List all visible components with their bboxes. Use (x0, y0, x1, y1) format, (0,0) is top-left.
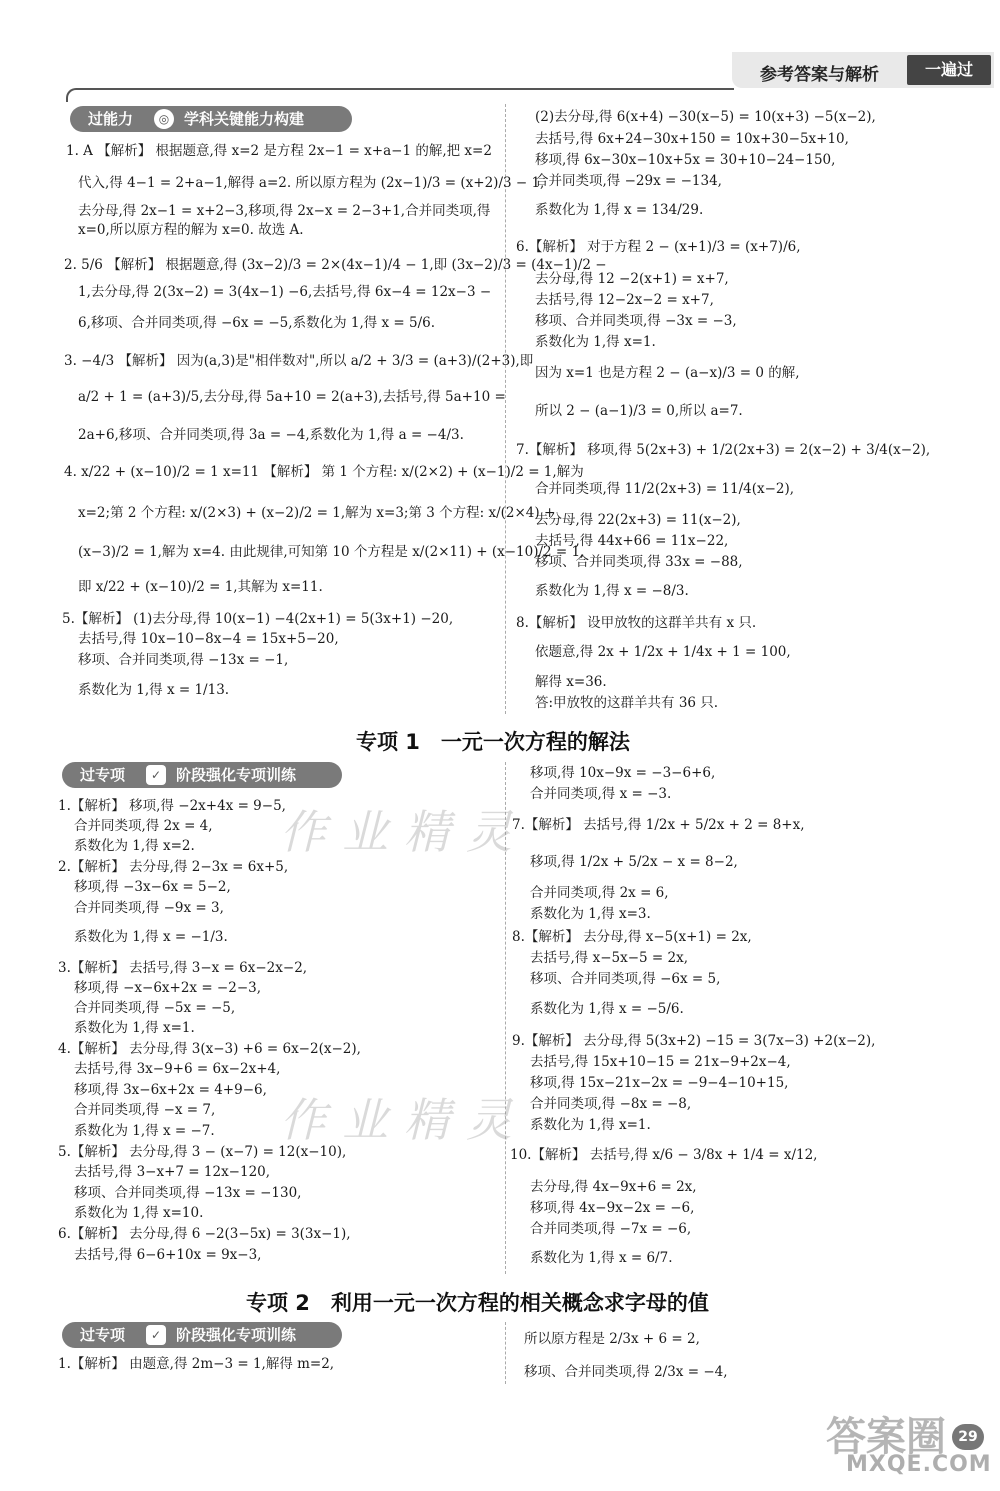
solution-line: 3.【解析】 去括号,得 3−x = 6x−2x−2, (58, 960, 308, 976)
solution-line: 合并同类项,得 −x = 7, (74, 1102, 216, 1118)
check-icon: ✓ (146, 1325, 166, 1345)
solution-line: 去分母,得 22(2x+3) = 11(x−2), (535, 512, 741, 528)
solution-line: 系数化为 1,得 x=2. (74, 838, 195, 854)
solution-line: 合并同类项,得 −29x = −134, (535, 173, 722, 189)
section-title: 专项 2 利用一元一次方程的相关概念求字母的值 (246, 1291, 709, 1315)
banner-subtitle: 学科关键能力构建 (184, 110, 305, 128)
solution-line: 系数化为 1,得 x=1. (74, 1020, 195, 1036)
solution-line: 去括号,得 15x+10−15 = 21x−9+2x−4, (530, 1054, 791, 1070)
column-divider (505, 1322, 506, 1384)
solution-line: 7.【解析】 去括号,得 1/2x + 5/2x + 2 = 8+x, (512, 817, 805, 833)
solution-line: (x−3)/2 = 1,解为 x=4. 由此规律,可知第 10 个方程是 x/(2×11) + (x−10)/2 = 1, (78, 544, 585, 560)
brand-logo: 一遍过 (907, 55, 991, 85)
solution-line: (2)去分母,得 6(x+4) −30(x−5) = 10(x+3) −5(x−2), (535, 109, 876, 125)
solution-line: 移项、合并同类项,得 −13x = −1, (78, 652, 289, 668)
solution-line: 合并同类项,得 x = −3. (530, 786, 672, 802)
solution-line: 移项、合并同类项,得 −6x = 5, (530, 971, 721, 987)
solution-line: 系数化为 1,得 x = −1/3. (74, 929, 228, 945)
solution-line: 移项、合并同类项,得 33x = −88, (535, 554, 743, 570)
solution-line: 8.【解析】 去分母,得 x−5(x+1) = 2x, (512, 929, 752, 945)
solution-line: 去括号,得 3x−9+6 = 6x−2x+4, (74, 1061, 281, 1077)
solution-line: 合并同类项,得 −9x = 3, (74, 900, 224, 916)
solution-line: 8.【解析】 设甲放牧的这群羊共有 x 只. (516, 615, 757, 631)
solution-line: 1.【解析】 由题意,得 2m−3 = 1,解得 m=2, (58, 1356, 335, 1372)
solution-line: 10.【解析】 去括号,得 x/6 − 3/8x + 1/4 = x/12, (510, 1147, 818, 1163)
solution-line: 答:甲放牧的这群羊共有 36 只. (535, 695, 719, 711)
solution-line: 9.【解析】 去分母,得 5(3x+2) −15 = 3(7x−3) +2(x−2), (512, 1033, 876, 1049)
section-banner (62, 762, 342, 788)
solution-line: 6.【解析】 对于方程 2 − (x+1)/3 = (x+7)/6, (516, 239, 801, 255)
solution-line: 因为 x=1 也是方程 2 − (a−x)/3 = 0 的解, (535, 365, 800, 381)
solution-line: 所以 2 − (a−1)/3 = 0,所以 a=7. (535, 403, 743, 419)
solution-line: 移项、合并同类项,得 −3x = −3, (535, 313, 737, 329)
solution-line: 系数化为 1,得 x=10. (74, 1205, 204, 1221)
solution-line: 即 x/22 + (x−10)/2 = 1,其解为 x=11. (78, 579, 323, 595)
solution-line: 去括号,得 6−6+10x = 9x−3, (74, 1247, 262, 1263)
watermark: 作业精灵 (280, 805, 528, 859)
solution-line: 系数化为 1,得 x=3. (530, 906, 651, 922)
solution-line: 移项,得 4x−9x−2x = −6, (530, 1200, 695, 1216)
column-divider (505, 104, 506, 714)
solution-line: 去括号,得 10x−10−8x−4 = 15x+5−20, (78, 631, 339, 647)
page-number: 29 (952, 1424, 984, 1450)
corner-watermark-url: MXQE.COM (846, 1452, 992, 1477)
corner-watermark-logo: 答案圈 (826, 1414, 946, 1460)
solution-line: 3. −4/3 【解析】 因为(a,3)是"相伴数对",所以 a/2 + 3/3 = (a+3)/(2+3),即 (64, 353, 534, 369)
solution-line: 依题意,得 2x + 1/2x + 1/4x + 1 = 100, (535, 644, 791, 660)
header-rule (66, 88, 734, 102)
section-title: 专项 1 一元一次方程的解法 (356, 730, 630, 754)
solution-line: 去括号,得 x−5x−5 = 2x, (530, 950, 688, 966)
solution-line: 去分母,得 2x−1 = x+2−3,移项,得 2x−x = 2−3+1,合并同类项,得 (78, 203, 491, 219)
medal-icon: ◎ (154, 109, 174, 129)
solution-line: 1,去分母,得 2(3x−2) = 3(4x−1) −6,去括号,得 6x−4 = 12x−3 − (78, 284, 492, 300)
solution-line: 5.【解析】 去分母,得 3 − (x−7) = 12(x−10), (58, 1144, 347, 1160)
banner-label: 过能力 (88, 110, 134, 128)
solution-line: 1. A 【解析】 根据题意,得 x=2 是方程 2x−1 = x+a−1 的解,把 x=2 (66, 143, 492, 159)
banner-subtitle: 阶段强化专项训练 (176, 766, 297, 784)
solution-line: 系数化为 1,得 x = 134/29. (535, 202, 704, 218)
section-banner (62, 1322, 342, 1348)
banner-top (70, 106, 352, 132)
solution-line: 系数化为 1,得 x = 1/13. (78, 682, 230, 698)
solution-line: 移项,得 10x−9x = −3−6+6, (530, 765, 716, 781)
solution-line: 去括号,得 12−2x−2 = x+7, (535, 292, 714, 308)
solution-line: 系数化为 1,得 x = 6/7. (530, 1250, 673, 1266)
solution-line: 1.【解析】 移项,得 −2x+4x = 9−5, (58, 798, 286, 814)
solution-line: 4. x/22 + (x−10)/2 = 1 x=11 【解析】 第 1 个方程: x/(2×2) + (x−1)/2 = 1,解为 (64, 464, 584, 480)
solution-line: 移项,得 3x−6x+2x = 4+9−6, (74, 1082, 267, 1098)
watermark: 作业精灵 (280, 1093, 528, 1147)
banner-subtitle: 阶段强化专项训练 (176, 1326, 297, 1344)
solution-line: 合并同类项,得 −5x = −5, (74, 1000, 236, 1016)
solution-line: 合并同类项,得 11/2(2x+3) = 11/4(x−2), (535, 481, 795, 497)
solution-line: 系数化为 1,得 x = −8/3. (535, 583, 689, 599)
solution-line: 7.【解析】 移项,得 5(2x+3) + 1/2(2x+3) = 2(x−2) + 3/4(x−2), (516, 442, 931, 458)
solution-line: 6.【解析】 去分母,得 6 −2(3−5x) = 3(3x−1), (58, 1226, 351, 1242)
solution-line: 6,移项、合并同类项,得 −6x = −5,系数化为 1,得 x = 5/6. (78, 315, 436, 331)
solution-line: 去括号,得 3−x+7 = 12x−120, (74, 1164, 271, 1180)
solution-line: 2a+6,移项、合并同类项,得 3a = −4,系数化为 1,得 a = −4/3. (78, 427, 464, 443)
solution-line: 合并同类项,得 2x = 6, (530, 885, 669, 901)
solution-line: a/2 + 1 = (a+3)/5,去分母,得 5a+10 = 2(a+3),去括号,得 5a+10 = (78, 389, 506, 405)
solution-line: 去分母,得 4x−9x+6 = 2x, (530, 1179, 697, 1195)
banner-label: 过专项 (80, 1326, 126, 1344)
header-title: 参考答案与解析 (760, 65, 879, 85)
solution-line: 解得 x=36. (535, 674, 607, 690)
solution-line: 移项、合并同类项,得 2/3x = −4, (524, 1364, 728, 1380)
solution-line: 系数化为 1,得 x = −5/6. (530, 1001, 684, 1017)
solution-line: 系数化为 1,得 x=1. (535, 334, 656, 350)
solution-line: 代入,得 4−1 = 2+a−1,解得 a=2. 所以原方程为 (2x−1)/3 = (x+2)/3 − 1, (78, 175, 545, 191)
solution-line: 4.【解析】 去分母,得 3(x−3) +6 = 6x−2(x−2), (58, 1041, 361, 1057)
solution-line: 移项、合并同类项,得 −13x = −130, (74, 1185, 302, 1201)
solution-line: 移项,得 6x−30x−10x+5x = 30+10−24−150, (535, 152, 836, 168)
solution-line: 2.【解析】 去分母,得 2−3x = 6x+5, (58, 859, 289, 875)
solution-line: 移项,得 −3x−6x = 5−2, (74, 879, 231, 895)
solution-line: 系数化为 1,得 x=1. (530, 1117, 651, 1133)
solution-line: 合并同类项,得 −7x = −6, (530, 1221, 692, 1237)
solution-line: 5.【解析】 (1)去分母,得 10(x−1) −4(2x+1) = 5(3x+1) −20, (62, 611, 454, 627)
solution-line: x=2;第 2 个方程: x/(2×3) + (x−2)/2 = 1,解为 x=3;第 3 个方程: x/(2×4) + (78, 505, 556, 521)
solution-line: x=0,所以原方程的解为 x=0. 故选 A. (78, 222, 304, 238)
check-icon: ✓ (146, 765, 166, 785)
solution-line: 合并同类项,得 −8x = −8, (530, 1096, 692, 1112)
solution-line: 系数化为 1,得 x = −7. (74, 1123, 215, 1139)
solution-line: 移项,得 1/2x + 5/2x − x = 8−2, (530, 854, 738, 870)
solution-line: 去分母,得 12 −2(x+1) = x+7, (535, 271, 729, 287)
solution-line: 移项,得 15x−21x−2x = −9−4−10+15, (530, 1075, 789, 1091)
solution-line: 移项,得 −x−6x+2x = −2−3, (74, 980, 262, 996)
banner-label: 过专项 (80, 766, 126, 784)
solution-line: 所以原方程是 2/3x + 6 = 2, (524, 1331, 700, 1347)
solution-line: 去括号,得 6x+24−30x+150 = 10x+30−5x+10, (535, 131, 849, 147)
solution-line: 合并同类项,得 2x = 4, (74, 818, 213, 834)
solution-line: 2. 5/6 【解析】 根据题意,得 (3x−2)/3 = 2×(4x−1)/4 − 1,即 (3x−2)/3 = (4x−1)/2 − (64, 257, 607, 273)
solution-line: 去括号,得 44x+66 = 11x−22, (535, 533, 729, 549)
